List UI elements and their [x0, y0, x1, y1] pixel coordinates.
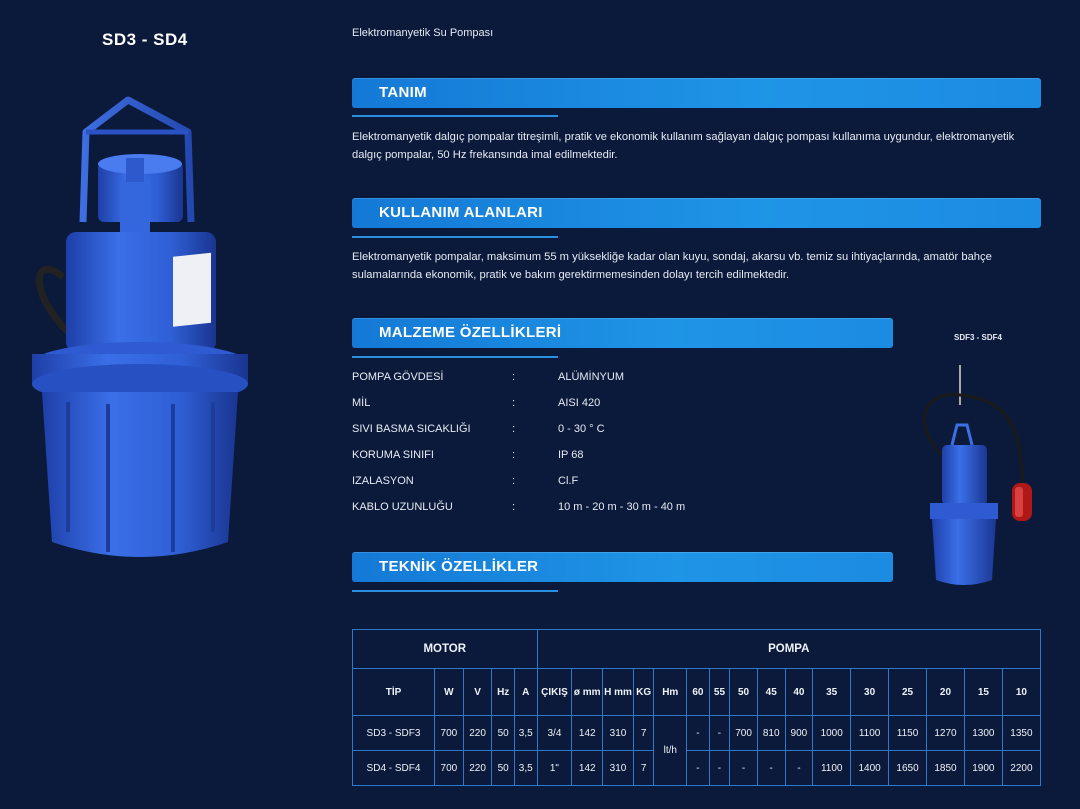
- table-cell: 1150: [889, 716, 927, 751]
- spec-key: POMPA GÖVDESİ: [352, 371, 444, 383]
- table-cell: 1900: [964, 751, 1002, 786]
- table-cell: 1400: [851, 751, 889, 786]
- section-kullanim: [352, 198, 1041, 228]
- table-cell: 7: [633, 716, 654, 751]
- col-header: 40: [785, 669, 813, 716]
- spec-value: AISI 420: [558, 397, 601, 409]
- table-cell: 3,5: [514, 716, 537, 751]
- table-cell: -: [687, 716, 710, 751]
- spec-sep: :: [512, 397, 516, 409]
- table-header-row: [353, 669, 1041, 716]
- spec-value: 10 m - 20 m - 30 m - 40 m: [558, 501, 686, 513]
- kullanim-text: Elektromanyetik pompalar, maksimum 55 m yüksekliğe kadar olan kuyu, sondaj, akarsu vb. temiz su ihtiyaçlarında, amatör bahçe sulamalarında ekonomik, pratik ve bakım gerektirmemesinden dolayı tercih edilmektedir.: [352, 251, 992, 281]
- table-cell: -: [785, 751, 813, 786]
- col-header: 35: [813, 669, 851, 716]
- spec-key: IZALASYON: [352, 475, 414, 487]
- table-row: [353, 716, 1041, 751]
- section-tanim-title: TANIM: [379, 84, 427, 101]
- table-cell: -: [709, 751, 730, 786]
- motor-group-header: MOTOR: [353, 630, 538, 669]
- col-header: KG: [633, 669, 654, 716]
- col-header: ø mm: [572, 669, 603, 716]
- table-cell: -: [730, 751, 758, 786]
- flow-unit-cell: lt/h: [654, 716, 687, 786]
- table-cell: SD3 - SDF3: [353, 716, 435, 751]
- table-cell: -: [687, 751, 710, 786]
- spec-key: KABLO UZUNLUĞU: [352, 501, 453, 513]
- spec-sep: :: [512, 449, 516, 461]
- table-cell: 142: [572, 751, 603, 786]
- thumb-label: SDF3 - SDF4: [954, 333, 1003, 342]
- model-title: SD3 - SD4: [102, 30, 188, 49]
- table-cell: 3/4: [537, 716, 572, 751]
- table-cell: 1350: [1002, 716, 1040, 751]
- section-malzeme: [352, 318, 893, 348]
- table-cell: -: [757, 751, 785, 786]
- table-cell: 1270: [927, 716, 965, 751]
- table-cell: 142: [572, 716, 603, 751]
- col-header: 50: [730, 669, 758, 716]
- spec-key: SIVI BASMA SICAKLIĞI: [352, 423, 471, 435]
- table-cell: 700: [435, 751, 464, 786]
- table-cell: 2200: [1002, 751, 1040, 786]
- table-cell: 1300: [964, 716, 1002, 751]
- table-cell: SD4 - SDF4: [353, 751, 435, 786]
- table-row: [353, 751, 1041, 786]
- col-header: TİP: [353, 669, 435, 716]
- spec-value: 0 - 30 ° C: [558, 423, 605, 435]
- col-header: 30: [851, 669, 889, 716]
- table-cell: 220: [463, 751, 492, 786]
- subtitle: Elektromanyetik Su Pompası: [352, 27, 494, 39]
- col-header: H mm: [603, 669, 634, 716]
- col-header: Hz: [492, 669, 515, 716]
- spec-value: IP 68: [558, 449, 584, 461]
- table-cell: 1000: [813, 716, 851, 751]
- table-cell: 1": [537, 751, 572, 786]
- section-tanim: [352, 78, 1041, 108]
- tech-table: [352, 629, 1041, 786]
- section-divider: [352, 590, 558, 592]
- section-divider: [352, 356, 558, 358]
- pump-float-image: [912, 365, 1052, 590]
- section-divider: [352, 236, 558, 238]
- table-cell: 7: [633, 751, 654, 786]
- table-cell: 310: [603, 716, 634, 751]
- table-cell: 700: [435, 716, 464, 751]
- col-header: 25: [889, 669, 927, 716]
- col-header: 20: [927, 669, 965, 716]
- spec-sep: :: [512, 371, 516, 383]
- col-header: 15: [964, 669, 1002, 716]
- section-teknik: [352, 552, 893, 582]
- col-header: W: [435, 669, 464, 716]
- table-cell: 1650: [889, 751, 927, 786]
- col-header: 60: [687, 669, 710, 716]
- table-cell: 700: [730, 716, 758, 751]
- pompa-group-header: POMPA: [537, 630, 1040, 669]
- tanim-text: Elektromanyetik dalgıç pompalar titreşimli, pratik ve ekonomik kullanım sağlayan dalgıç pompası kullanıma uygundur, elektromanyetik dalgıç pompalar, 50 Hz frekansında imal edilmektedir.: [352, 131, 1015, 161]
- spec-value: ALÜMİNYUM: [558, 371, 625, 383]
- table-cell: 1850: [927, 751, 965, 786]
- col-header: 55: [709, 669, 730, 716]
- col-header: Hm: [654, 669, 687, 716]
- spec-value: Cl.F: [558, 475, 579, 487]
- table-cell: -: [709, 716, 730, 751]
- pump-image: [28, 92, 253, 572]
- table-cell: 220: [463, 716, 492, 751]
- table-cell: 900: [785, 716, 813, 751]
- spec-key: KORUMA SINIFI: [352, 449, 434, 461]
- spec-key: MİL: [352, 397, 371, 409]
- section-malzeme-title: MALZEME ÖZELLİKLERİ: [379, 324, 562, 341]
- col-header: 10: [1002, 669, 1040, 716]
- col-header: 45: [757, 669, 785, 716]
- section-kullanim-title: KULLANIM ALANLARI: [379, 204, 543, 221]
- table-cell: 810: [757, 716, 785, 751]
- spec-sep: :: [512, 423, 516, 435]
- table-cell: 1100: [813, 751, 851, 786]
- table-cell: 50: [492, 751, 515, 786]
- section-divider: [352, 115, 558, 117]
- col-header: A: [514, 669, 537, 716]
- col-header: ÇIKIŞ: [537, 669, 572, 716]
- col-header: V: [463, 669, 492, 716]
- table-group-row: [353, 630, 1041, 669]
- table-cell: 310: [603, 751, 634, 786]
- spec-sep: :: [512, 475, 516, 487]
- table-cell: 1100: [851, 716, 889, 751]
- section-teknik-title: TEKNİK ÖZELLİKLER: [379, 558, 539, 575]
- spec-sep: :: [512, 501, 516, 513]
- table-cell: 3,5: [514, 751, 537, 786]
- table-cell: 50: [492, 716, 515, 751]
